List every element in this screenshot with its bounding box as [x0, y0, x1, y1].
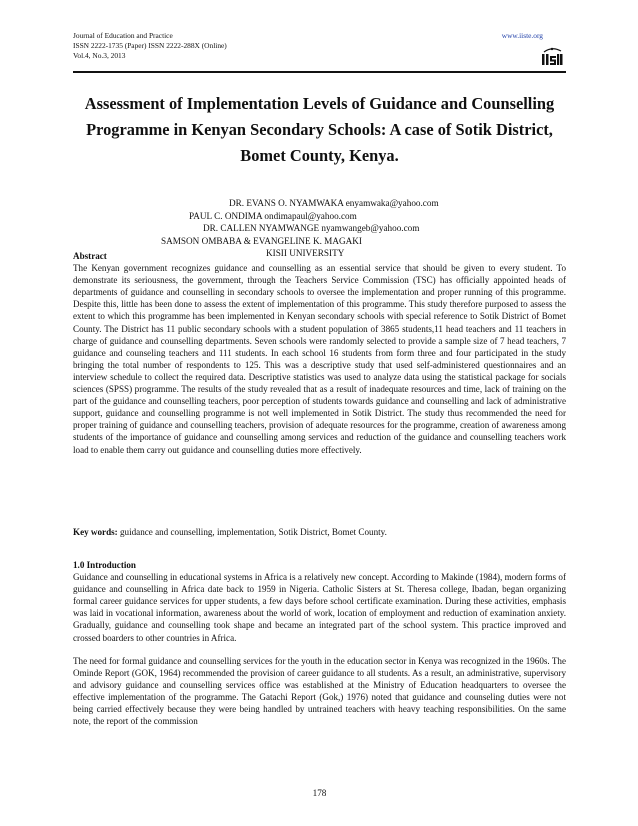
journal-issn: ISSN 2222-1735 (Paper) ISSN 2222-288X (Online)	[73, 41, 227, 50]
author-line: PAUL C. ONDIMA ondimapaul@yahoo.com	[189, 210, 357, 221]
header-divider	[73, 71, 566, 73]
paper-title	[73, 91, 566, 169]
journal-website[interactable]: www.iiste.org	[501, 31, 543, 40]
author-line: DR. CALLEN NYAMWANGE nyamwangeb@yahoo.com	[203, 223, 420, 234]
introduction-paragraph: Guidance and counselling in educational systems in Africa is a relatively new concept. According to Makinde (1984), modern forms of guidance and counselling in Africa date back to 1959 in Nigeria. Catholic Sisters at St. Theresa college, Ibadan, began organizing formal career guidance services for upper students, a few days before school certificate examination. During these activities, emphasis was laid in vocational information, awareness about the world of work, location of employment and reduction of examination anxiety. Gradually, guidance and counselling took shape and became an integrated part of the school system. This practice improved and crossed boarders to other countries in Africa.	[73, 572, 566, 643]
journal-header	[73, 31, 227, 61]
keywords-label: Key words:	[73, 527, 118, 537]
abstract-text: The Kenyan government recognizes guidance and counselling as an essential service that should be given to every student. To demonstrate its seriousness, the government, through the Teachers Service Commission (TSC) has officially appointed heads of departments of guidance and counselling in secondary schools to oversee the implementation and proper running of this programme. Despite this, little has been done to assess the extent of implementation of this programme. This study therefore purposed to assess the extent to which this programme has been implemented in Kenyan secondary schools with special reference to Sotik District of Bomet County. The District has 11 public secondary schools with a student population of 3865 students,11 head teachers and 11 teachers in charge of guidance and counselling departments. Seven schools were randomly selected to provide a sample size of 7 head teachers, 7 guidance and counseling teachers and 111 students. In each school 16 students from form three and four participated in the study bringing the total number of respondents to 125. This was a descriptive study that used self-administered questionnaires and an interview schedule to collect the required data. Descriptive statistics was used to analyze data using the statistical package for socials sciences (SPSS) programme. The results of the study revealed that as a result of inadequate resources and time, lack of training on the part of the guidance and counselling teachers, poor perception of students towards guidance and counselling and lack of administrative support, guidance and counselling programme is not well implemented in Sotik District. The study thus recommended the need for proper training of guidance and counselling teachers, provision of adequate resources for the programme, creation of awareness among students of the importance of guidance and counselling among services and reduction of the guidance and counselling teachers work load to enable them carry out guidance and counselling duties more effectively.	[73, 263, 566, 455]
title-line: Programme in Kenyan Secondary Schools: A case of Sotik District,	[86, 120, 553, 139]
abstract-heading: Abstract	[73, 251, 107, 261]
title-line: Assessment of Implementation Levels of Guidance and Counselling	[84, 94, 555, 113]
title-line: Bomet County, Kenya.	[240, 146, 399, 165]
journal-volume: Vol.4, No.3, 2013	[73, 51, 126, 60]
abstract-section	[73, 250, 566, 456]
introduction-section	[73, 559, 566, 727]
affiliation: KISII UNIVERSITY	[266, 248, 345, 259]
author-line: DR. EVANS O. NYAMWAKA enyamwaka@yahoo.com	[229, 198, 439, 208]
author-line: SAMSON OMBABA & EVANGELINE K. MAGAKI	[161, 235, 362, 246]
keywords-section	[73, 526, 566, 538]
iiste-logo-icon	[541, 46, 563, 66]
introduction-paragraph: The need for formal guidance and counselling services for the youth in the education sector in Kenya was recognized in the 1960s. The Ominde Report (GOK, 1964) recommended the provision of career guidance to all students. As a result, an administrative, supervisory and advisory guidance and counselling services office was established at the Ministry of Education headquarters to oversee the effective implementation of the programme. The Gatachi Report (Gok,) 1976) noted that guidance and counseling duties were not being carried effectively because they were being handled by untrained teachers with heavy teaching responsibilities. On the same note, the report of the commission	[73, 655, 566, 727]
journal-name: Journal of Education and Practice	[73, 31, 173, 40]
page-number: 178	[312, 788, 327, 798]
introduction-heading: 1.0 Introduction	[73, 560, 136, 570]
keywords-text: guidance and counselling, implementation, Sotik District, Bomet County.	[117, 527, 387, 537]
